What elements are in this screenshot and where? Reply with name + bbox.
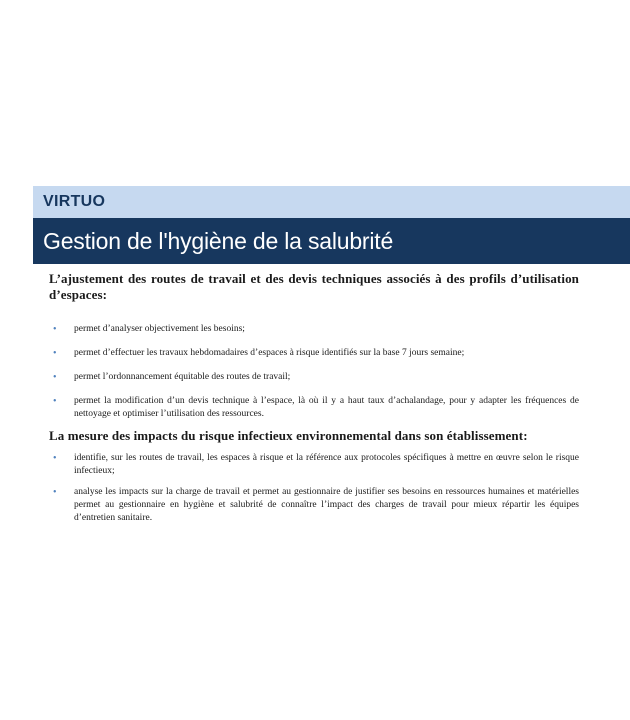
list-item-text: identifie, sur les routes de travail, les espaces à risque et la référence aux protocoles spécifiques à mettre en œuvre selon le risque infectieux; bbox=[74, 453, 579, 476]
list-item bbox=[49, 347, 579, 360]
bullet-icon: • bbox=[53, 487, 57, 498]
page-title: Gestion de l'hygiène de la salubrité bbox=[43, 228, 394, 254]
section-infection-risk bbox=[49, 428, 579, 533]
brand-name: VIRTUO bbox=[43, 193, 106, 210]
bullet-icon: • bbox=[53, 324, 57, 335]
list-item bbox=[49, 323, 579, 336]
list-item-text: permet d’analyser objectivement les besoins; bbox=[74, 324, 245, 334]
section-route-adjustment bbox=[49, 271, 579, 432]
list-item-text: permet la modification d’un devis technique à l’espace, là où il y a haut taux d’achalandage, pour y adapter les fréquences de nettoyage et optimiser l’utilisation des ressources. bbox=[74, 396, 579, 419]
section-heading: La mesure des impacts du risque infectieux environnemental dans son établissement: bbox=[49, 428, 528, 443]
list-item-text: permet d’effectuer les travaux hebdomadaires d’espaces à risque identifiés sur la base 7 jours semaine; bbox=[74, 348, 465, 358]
bullet-icon: • bbox=[53, 453, 57, 464]
list-item-text: analyse les impacts sur la charge de travail et permet au gestionnaire de justifier ses besoins en ressources humaines et matérielles permet au gestionnaire en hygiène et salubrité de connaître l’impact des charges de travail pour mieux répartir les équipes d’entretien sanitaire. bbox=[74, 487, 579, 523]
list-item bbox=[49, 452, 579, 478]
bullet-icon: • bbox=[53, 372, 57, 383]
brand-banner bbox=[33, 186, 630, 218]
bullet-list bbox=[49, 323, 579, 421]
bullet-list bbox=[49, 452, 579, 525]
list-item-text: permet l’ordonnancement équitable des routes de travail; bbox=[74, 372, 291, 382]
list-item bbox=[49, 371, 579, 384]
title-banner bbox=[33, 218, 630, 264]
list-item bbox=[49, 486, 579, 525]
bullet-icon: • bbox=[53, 396, 57, 407]
section-heading: L’ajustement des routes de travail et des devis techniques associés à des profils d’utilisation d’espaces: bbox=[49, 271, 579, 302]
list-item bbox=[49, 395, 579, 421]
bullet-icon: • bbox=[53, 348, 57, 359]
